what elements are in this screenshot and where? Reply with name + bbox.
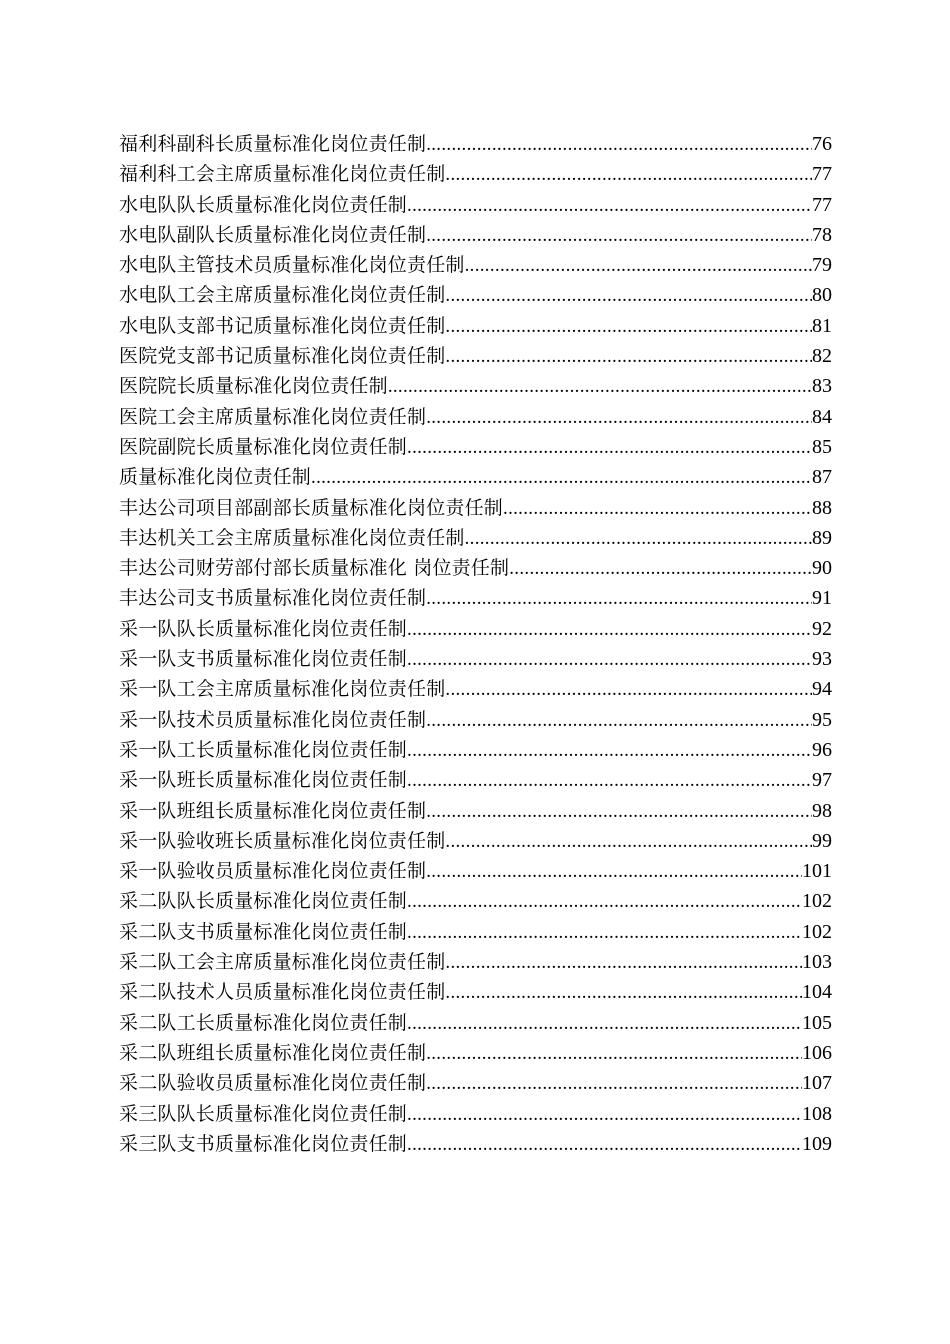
dot-leader (426, 130, 812, 160)
toc-entry-page-number: 77 (812, 163, 832, 186)
toc-entry[interactable] (119, 735, 832, 765)
toc-entry-title: 采一队队长质量标准化岗位责任制 (119, 617, 408, 640)
toc-entry-page-number: 85 (812, 435, 832, 458)
dot-leader (426, 857, 802, 887)
dot-leader (465, 251, 812, 281)
toc-entry-page-number: 79 (812, 254, 832, 277)
toc-entry[interactable] (119, 523, 832, 553)
toc-entry[interactable] (119, 856, 832, 886)
dot-leader (465, 524, 812, 554)
dot-leader (503, 494, 812, 524)
toc-entry-page-number: 105 (802, 1011, 832, 1034)
toc-entry[interactable] (119, 705, 832, 735)
dot-leader (426, 797, 812, 827)
dot-leader (445, 948, 802, 978)
toc-entry[interactable] (119, 159, 832, 189)
toc-entry[interactable] (119, 644, 832, 674)
toc-entry-title: 水电队支部书记质量标准化岗位责任制 (119, 314, 446, 337)
toc-entry-page-number: 94 (812, 678, 832, 701)
dot-leader (445, 675, 812, 705)
toc-entry[interactable] (119, 280, 832, 310)
toc-entry-page-number: 101 (802, 860, 832, 883)
toc-entry-page-number: 93 (812, 648, 832, 671)
toc-entry-page-number: 90 (812, 557, 832, 580)
toc-entry-page-number: 91 (812, 587, 832, 610)
toc-entry[interactable] (119, 583, 832, 613)
toc-entry-title: 丰达机关工会主席质量标准化岗位责任制 (119, 526, 465, 549)
toc-entry-page-number: 89 (812, 526, 832, 549)
toc-entry-page-number: 103 (802, 951, 832, 974)
dot-leader (426, 221, 812, 251)
toc-entry-page-number: 77 (812, 193, 832, 216)
toc-entry[interactable] (119, 553, 832, 583)
toc-entry-page-number: 95 (812, 708, 832, 731)
toc-entry-title: 采一队验收员质量标准化岗位责任制 (119, 860, 427, 883)
table-of-contents (119, 129, 832, 1159)
toc-entry-title: 医院工会主席质量标准化岗位责任制 (119, 405, 427, 428)
dot-leader (407, 736, 812, 766)
toc-entry-page-number: 76 (812, 133, 832, 155)
toc-entry-page-number: 106 (802, 1041, 832, 1064)
toc-entry[interactable] (119, 371, 832, 401)
toc-entry[interactable] (119, 341, 832, 371)
dot-leader (426, 1039, 802, 1069)
toc-entry-title: 丰达公司支书质量标准化岗位责任制 (119, 587, 427, 610)
toc-entry-title: 采二队验收员质量标准化岗位责任制 (119, 1072, 427, 1095)
dot-leader (407, 645, 812, 675)
toc-entry-page-number: 102 (802, 890, 832, 913)
toc-entry[interactable] (119, 190, 832, 220)
toc-entry[interactable] (119, 220, 832, 250)
dot-leader (407, 1100, 802, 1130)
toc-entry[interactable] (119, 432, 832, 462)
dot-leader (445, 342, 812, 372)
toc-entry-title: 采二队工会主席质量标准化岗位责任制 (119, 951, 446, 974)
dot-leader (445, 827, 812, 857)
toc-entry[interactable] (119, 674, 832, 704)
dot-leader (426, 403, 812, 433)
toc-entry[interactable] (119, 765, 832, 795)
toc-entry[interactable] (119, 493, 832, 523)
dot-leader (509, 554, 812, 584)
toc-entry[interactable] (119, 1129, 832, 1159)
toc-entry-page-number: 81 (812, 314, 832, 337)
toc-entry-title: 福利科副科长质量标准化岗位责任制 (119, 133, 427, 155)
toc-entry-page-number: 98 (812, 799, 832, 822)
toc-entry-title: 采二队支书质量标准化岗位责任制 (119, 920, 408, 943)
toc-entry-title: 采三队支书质量标准化岗位责任制 (119, 1132, 408, 1155)
toc-entry[interactable] (119, 250, 832, 280)
toc-entry-page-number: 80 (812, 284, 832, 307)
toc-entry-title: 采二队技术人员质量标准化岗位责任制 (119, 981, 446, 1004)
toc-entry-title: 丰达公司项目部副部长质量标准化岗位责任制 (119, 496, 504, 519)
dot-leader (426, 1069, 802, 1099)
toc-entry-title: 采二队工长质量标准化岗位责任制 (119, 1011, 408, 1034)
toc-entry[interactable] (119, 614, 832, 644)
dot-leader (445, 978, 802, 1008)
dot-leader (407, 918, 802, 948)
toc-entry-page-number: 108 (802, 1102, 832, 1125)
toc-entry-title: 质量标准化岗位责任制 (119, 466, 312, 489)
toc-entry-title: 采二队队长质量标准化岗位责任制 (119, 890, 408, 913)
toc-entry-title: 采一队班组长质量标准化岗位责任制 (119, 799, 427, 822)
toc-entry-page-number: 92 (812, 617, 832, 640)
toc-entry[interactable] (119, 402, 832, 432)
toc-entry-title: 采一队验收班长质量标准化岗位责任制 (119, 829, 446, 852)
toc-entry-title: 采一队工会主席质量标准化岗位责任制 (119, 678, 446, 701)
dot-leader (407, 1130, 802, 1160)
toc-entry[interactable] (119, 1068, 832, 1098)
dot-leader (445, 281, 812, 311)
toc-entry-title: 水电队工会主席质量标准化岗位责任制 (119, 284, 446, 307)
toc-entry-page-number: 99 (812, 829, 832, 852)
toc-entry-title: 采二队班组长质量标准化岗位责任制 (119, 1041, 427, 1064)
toc-entry[interactable] (119, 947, 832, 977)
toc-entry[interactable] (119, 311, 832, 341)
toc-entry[interactable] (119, 129, 832, 159)
toc-entry-title: 采一队班长质量标准化岗位责任制 (119, 769, 408, 792)
toc-entry[interactable] (119, 1038, 832, 1068)
dot-leader (407, 1009, 802, 1039)
dot-leader (407, 433, 812, 463)
dot-leader (407, 191, 812, 221)
toc-entry-page-number: 84 (812, 405, 832, 428)
toc-entry[interactable] (119, 826, 832, 856)
toc-entry-page-number: 78 (812, 223, 832, 246)
toc-entry-title: 医院党支部书记质量标准化岗位责任制 (119, 345, 446, 368)
toc-entry[interactable] (119, 1008, 832, 1038)
dot-leader (407, 766, 812, 796)
toc-entry[interactable] (119, 886, 832, 916)
toc-entry-title: 医院副院长质量标准化岗位责任制 (119, 435, 408, 458)
toc-entry-title: 采一队支书质量标准化岗位责任制 (119, 648, 408, 671)
dot-leader (388, 372, 812, 402)
dot-leader (426, 584, 812, 614)
toc-entry-page-number: 97 (812, 769, 832, 792)
toc-entry-title: 福利科工会主席质量标准化岗位责任制 (119, 163, 446, 186)
toc-entry[interactable] (119, 796, 832, 826)
toc-entry-page-number: 104 (802, 981, 832, 1004)
toc-entry-page-number: 96 (812, 738, 832, 761)
toc-entry-page-number: 83 (812, 375, 832, 398)
dot-leader (445, 312, 812, 342)
dot-leader (407, 615, 812, 645)
toc-entry-page-number: 87 (812, 466, 832, 489)
toc-entry-title: 水电队队长质量标准化岗位责任制 (119, 193, 408, 216)
dot-leader (426, 706, 812, 736)
dot-leader (407, 887, 802, 917)
toc-entry[interactable] (119, 1099, 832, 1129)
toc-entry[interactable] (119, 462, 832, 492)
toc-entry-page-number: 82 (812, 345, 832, 368)
toc-entry-page-number: 107 (802, 1072, 832, 1095)
toc-entry-title: 水电队副队长质量标准化岗位责任制 (119, 223, 427, 246)
toc-entry-title: 采一队技术员质量标准化岗位责任制 (119, 708, 427, 731)
toc-entry-title: 采三队队长质量标准化岗位责任制 (119, 1102, 408, 1125)
toc-entry-title: 丰达公司财劳部付部长质量标准化 岗位责任制 (119, 557, 510, 580)
dot-leader (311, 463, 812, 493)
toc-entry-title: 采一队工长质量标准化岗位责任制 (119, 738, 408, 761)
toc-entry-title: 水电队主管技术员质量标准化岗位责任制 (119, 254, 465, 277)
toc-entry-page-number: 88 (812, 496, 832, 519)
toc-entry[interactable] (119, 917, 832, 947)
toc-entry-title: 医院院长质量标准化岗位责任制 (119, 375, 388, 398)
dot-leader (445, 160, 812, 190)
toc-entry-page-number: 102 (802, 920, 832, 943)
toc-entry-page-number: 109 (802, 1132, 832, 1155)
toc-entry[interactable] (119, 977, 832, 1007)
